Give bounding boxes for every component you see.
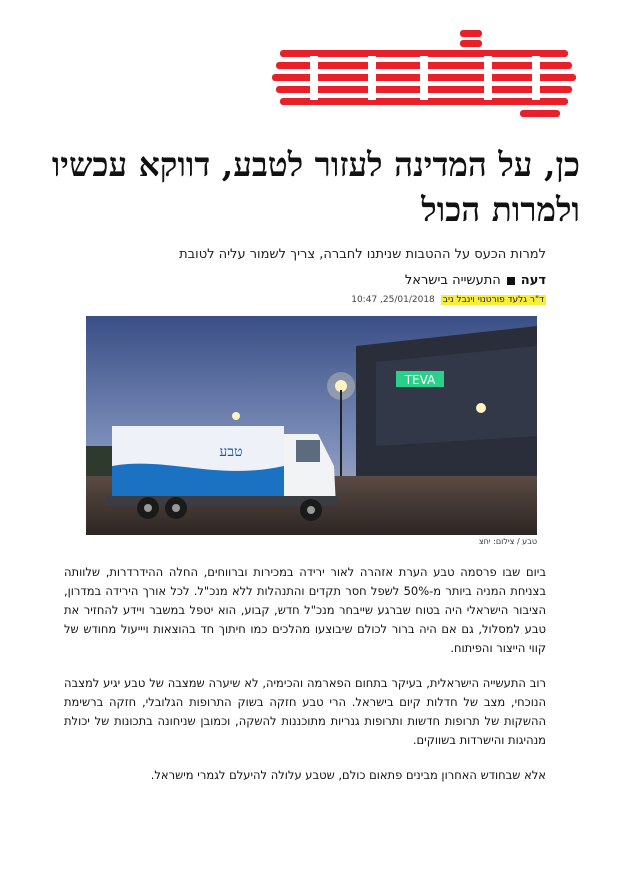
byline: [351, 295, 546, 305]
timestamp: 25/01/2018, 10:47: [351, 295, 435, 305]
section-row: [405, 273, 546, 288]
globes-logo[interactable]: [270, 28, 578, 120]
article-subtitle: למרות הכעס על ההטבות שניתנו לחברה, צריך לשמור עליה לטובת: [179, 247, 546, 262]
authors-link[interactable]: ד"ר גלעד פורטנוי וינבל ניב: [442, 295, 544, 305]
building-sign: TEVA: [404, 373, 436, 387]
paragraph-1: ביום שבו פרסמה טבע הערת אזהרה לאור ירידה במכירות וברווחים, החלה ההידרדרות, שלוותה בצניחת המניה ביותר מ-50% לשפל חסר תקדים והתנהלות ללא מנכ"ל. לכל אורך הירידה במדרון, הציבור הישראלי היה בטוח שברגע שייבחר מנכ"ל חדש, קבוע, הוא יטפל במשבר ויידע להחזיר את טבע למסלול, גם אם היה ברור לכולם שיבוצעו מהלכים כמו חיתוך חד בהוצאות ויייעול מחודש של קווי הייצור והפיתוח.: [64, 565, 547, 655]
article-headline: כן, על המדינה לעזור לטבע, דווקא עכשיו ולמרות הכול: [51, 145, 580, 229]
article-photo: [86, 316, 537, 535]
subsection-label[interactable]: התעשייה בישראל: [404, 273, 501, 288]
paragraph-2: רוב התעשייה הישראלית, בעיקר בתחום הפארמה והכימיה, לא שיערה שמצבה של טבע יגיע למצבה הנוכחי, מצב של חדלות קיום בישראל. הרי טבע חזקה בשוק התרופות הגלובלי, חזקה ברשימת ההשקות של תרופות חדשות ותרופות גנריות מתוכננות להשקה, וכמובן שניחונה בתכונות של יכולת מנהיגות והישרדות בשווקים.: [64, 676, 546, 747]
photo-credit: טבע / צילום: יחצ: [478, 537, 537, 546]
truck-label: טבע: [219, 444, 243, 460]
article-body: [64, 563, 546, 801]
paragraph-3: אלא שבחודש האחרון מבינים פתאום כולם, שטבע עלולה להיעלם לגמרי מישראל.: [150, 768, 546, 782]
section-label[interactable]: דעה: [520, 273, 546, 288]
separator-square-icon: [507, 277, 515, 285]
